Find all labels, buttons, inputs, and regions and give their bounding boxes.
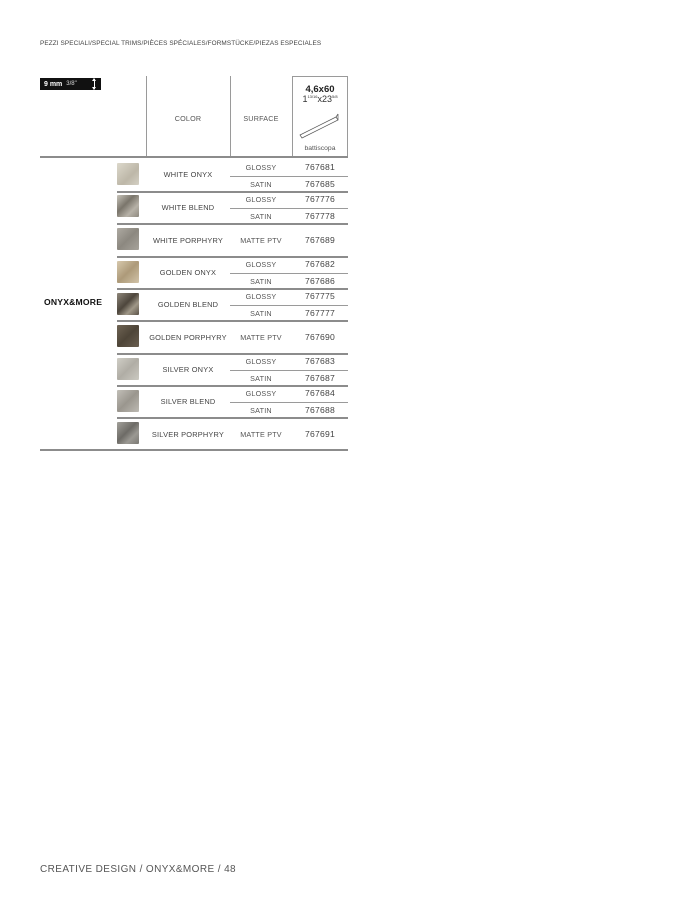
piece-name: battiscopa [304,145,336,152]
color-name: GOLDEN BLEND [157,300,219,309]
article-code: 767687 [305,373,335,383]
page-header: PEZZI SPECIALI/SPECIAL TRIMS/PIÈCES SPÉCIALES/FORMSTÜCKE/PIEZAS ESPECIALES [40,40,322,47]
swatch-golden-porphyry [117,325,139,347]
divider [117,385,348,387]
divider [117,223,348,225]
divider [40,156,348,158]
article-code: 767776 [305,194,335,204]
article-code: 767778 [305,211,335,221]
swatch-white-blend [117,195,139,217]
color-name: WHITE BLEND [161,203,215,212]
surface-label: SATIN [250,309,272,318]
divider [40,449,348,451]
swatch-golden-blend [117,293,139,315]
swatch-silver-blend [117,390,139,412]
swatch-white-onyx [117,163,139,185]
article-code: 767681 [305,162,335,172]
thickness-badge [40,78,101,90]
swatch-silver-porphyry [117,422,139,444]
surface-label: SATIN [250,406,272,415]
surface-label: GLOSSY [245,292,277,301]
swatch-golden-onyx [117,261,139,283]
surface-label: SATIN [250,374,272,383]
divider [230,208,348,209]
color-name: SILVER ONYX [162,365,214,374]
article-code: 767684 [305,388,335,398]
divider [117,417,348,419]
group-label: ONYX&MORE [44,297,103,307]
article-code: 767688 [305,405,335,415]
divider [230,370,348,371]
divider [117,353,348,355]
surface-label: GLOSSY [245,195,277,204]
divider [230,176,348,177]
color-name: GOLDEN PORPHYRY [149,333,227,342]
surface-label: SATIN [250,277,272,286]
thickness-mm: 9 mm [44,80,63,88]
article-code: 767682 [305,259,335,269]
color-name: SILVER BLEND [160,397,216,406]
divider [230,402,348,403]
article-code: 767691 [305,429,335,439]
article-code: 767683 [305,356,335,366]
article-code: 767777 [305,308,335,318]
article-code: 767690 [305,332,335,342]
color-name: GOLDEN ONYX [159,268,217,277]
swatch-white-porphyry [117,228,139,250]
surface-label: GLOSSY [245,357,277,366]
article-code: 767685 [305,179,335,189]
article-code: 767775 [305,291,335,301]
divider [230,305,348,306]
surface-label: MATTE PTV [240,333,282,342]
color-name: SILVER PORPHYRY [151,430,225,439]
divider [292,76,348,77]
column-header-color: COLOR [174,114,202,123]
divider [117,256,348,258]
divider [117,288,348,290]
baseboard-shape-icon [298,110,342,140]
surface-label: GLOSSY [245,260,277,269]
divider [117,191,348,193]
size-imperial: $1^{13/16}x23^{5/8}$ [302,94,338,104]
swatch-silver-onyx [117,358,139,380]
surface-label: MATTE PTV [240,430,282,439]
thickness-inch: 3/8" [66,81,77,87]
surface-label: SATIN [250,180,272,189]
size-metric: 4,6x60 [305,84,335,95]
surface-label: MATTE PTV [240,236,282,245]
color-name: WHITE ONYX [163,170,213,179]
thickness-arrow-icon [94,79,95,89]
surface-label: GLOSSY [245,163,277,172]
article-code: 767686 [305,276,335,286]
article-code: 767689 [305,235,335,245]
divider [117,320,348,322]
special-trims-table [40,76,348,452]
surface-label: SATIN [250,212,272,221]
page-footer: CREATIVE DESIGN / ONYX&MORE / 48 [40,864,236,875]
surface-label: GLOSSY [245,389,277,398]
divider [230,273,348,274]
color-name: WHITE PORPHYRY [152,236,223,245]
column-header-surface: SURFACE [243,114,279,123]
